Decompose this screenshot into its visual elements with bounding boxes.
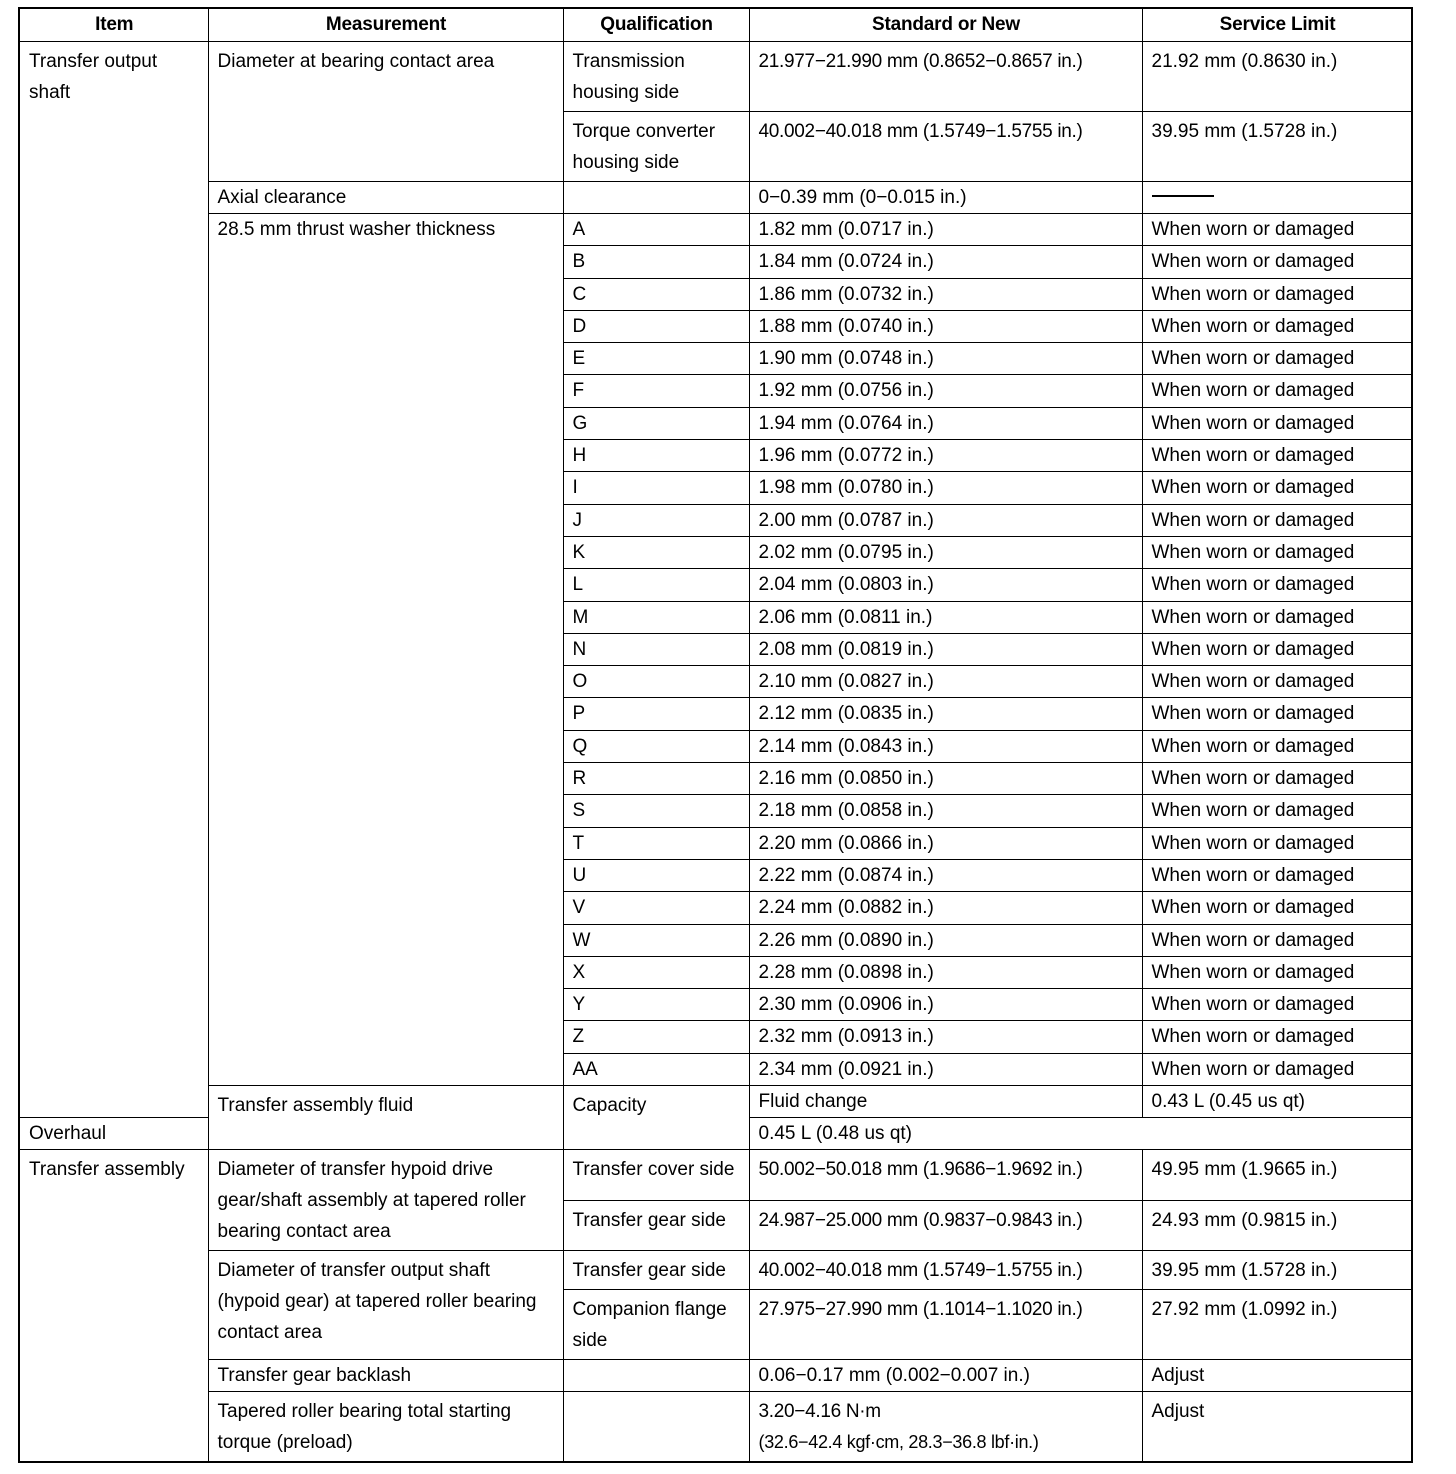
qualification-cell	[563, 182, 749, 214]
measurement-cell: 28.5 mm thrust washer thickness	[208, 214, 563, 1086]
standard-cell: 0.45 L (0.48 us qt)	[749, 1118, 1412, 1150]
standard-cell: 1.96 mm (0.0772 in.)	[749, 440, 1142, 472]
item-cell: Transfer assembly fluid	[208, 1086, 563, 1150]
standard-cell: 1.98 mm (0.0780 in.)	[749, 472, 1142, 504]
limit-cell: When worn or damaged	[1142, 440, 1412, 472]
standard-line-2: (32.6−42.4 kgf·cm, 28.3−36.8 lbf·in.)	[758, 1432, 1039, 1453]
standard-cell: 1.82 mm (0.0717 in.)	[749, 214, 1142, 246]
limit-cell: When worn or damaged	[1142, 892, 1412, 924]
limit-cell: 39.95 mm (1.5728 in.)	[1142, 1251, 1412, 1290]
standard-cell: 2.22 mm (0.0874 in.)	[749, 859, 1142, 891]
grade-cell: W	[563, 924, 749, 956]
limit-cell: When worn or damaged	[1142, 601, 1412, 633]
limit-cell: 39.95 mm (1.5728 in.)	[1142, 112, 1412, 182]
table-row	[19, 1150, 1412, 1201]
qualification-cell: Torque converter housing side	[563, 112, 749, 182]
grade-cell: I	[563, 472, 749, 504]
grade-cell: Z	[563, 1021, 749, 1053]
limit-cell: When worn or damaged	[1142, 989, 1412, 1021]
header-qualification: Qualification	[563, 8, 749, 42]
limit-cell: When worn or damaged	[1142, 246, 1412, 278]
header-standard: Standard or New	[749, 8, 1142, 42]
grade-cell: R	[563, 763, 749, 795]
limit-cell: When worn or damaged	[1142, 1053, 1412, 1085]
limit-cell: When worn or damaged	[1142, 504, 1412, 536]
standard-cell: 0−0.39 mm (0−0.015 in.)	[749, 182, 1142, 214]
qualification-cell: Transmission housing side	[563, 42, 749, 112]
grade-cell: J	[563, 504, 749, 536]
grade-cell: U	[563, 859, 749, 891]
limit-cell: When worn or damaged	[1142, 698, 1412, 730]
standard-cell: 40.002−40.018 mm (1.5749−1.5755 in.)	[749, 1251, 1142, 1290]
standard-cell: 40.002−40.018 mm (1.5749−1.5755 in.)	[749, 112, 1142, 182]
grade-cell: C	[563, 278, 749, 310]
measurement-cell: Diameter at bearing contact area	[208, 42, 563, 182]
limit-cell: When worn or damaged	[1142, 827, 1412, 859]
limit-cell: When worn or damaged	[1142, 666, 1412, 698]
grade-cell: D	[563, 310, 749, 342]
standard-cell: 2.02 mm (0.0795 in.)	[749, 536, 1142, 568]
table-row	[19, 1251, 1412, 1290]
limit-cell: When worn or damaged	[1142, 278, 1412, 310]
standard-cell: 2.30 mm (0.0906 in.)	[749, 989, 1142, 1021]
standard-cell: 1.94 mm (0.0764 in.)	[749, 407, 1142, 439]
standard-cell: 2.14 mm (0.0843 in.)	[749, 730, 1142, 762]
standard-cell: 2.32 mm (0.0913 in.)	[749, 1021, 1142, 1053]
table-row	[19, 1360, 1412, 1392]
standard-cell: 0.06−0.17 mm (0.002−0.007 in.)	[749, 1360, 1142, 1392]
grade-cell: S	[563, 795, 749, 827]
limit-cell: When worn or damaged	[1142, 343, 1412, 375]
measurement-cell: Axial clearance	[208, 182, 563, 214]
grade-cell: AA	[563, 1053, 749, 1085]
limit-cell: Adjust	[1142, 1392, 1412, 1463]
standard-cell: 24.987−25.000 mm (0.9837−0.9843 in.)	[749, 1200, 1142, 1251]
limit-cell: When worn or damaged	[1142, 956, 1412, 988]
limit-cell: When worn or damaged	[1142, 1021, 1412, 1053]
grade-cell: G	[563, 407, 749, 439]
limit-cell: When worn or damaged	[1142, 472, 1412, 504]
standard-cell: 1.86 mm (0.0732 in.)	[749, 278, 1142, 310]
standard-cell: 1.84 mm (0.0724 in.)	[749, 246, 1142, 278]
grade-cell: X	[563, 956, 749, 988]
table-row	[19, 1392, 1412, 1463]
limit-cell: When worn or damaged	[1142, 536, 1412, 568]
header-service-limit: Service Limit	[1142, 8, 1412, 42]
standard-cell: 2.24 mm (0.0882 in.)	[749, 892, 1142, 924]
standard-cell: 2.18 mm (0.0858 in.)	[749, 795, 1142, 827]
item-cell: Transfer output shaft	[19, 42, 208, 1118]
grade-cell: B	[563, 246, 749, 278]
grade-cell: K	[563, 536, 749, 568]
standard-cell: 2.28 mm (0.0898 in.)	[749, 956, 1142, 988]
item-cell: Transfer assembly	[19, 1150, 208, 1463]
standard-cell: 2.16 mm (0.0850 in.)	[749, 763, 1142, 795]
limit-cell: When worn or damaged	[1142, 214, 1412, 246]
standard-cell: 2.00 mm (0.0787 in.)	[749, 504, 1142, 536]
table-row	[19, 182, 1412, 214]
measurement-cell: Tapered roller bearing total starting torque (preload)	[208, 1392, 563, 1463]
grade-cell: M	[563, 601, 749, 633]
measurement-cell: Transfer gear backlash	[208, 1360, 563, 1392]
limit-cell: 49.95 mm (1.9665 in.)	[1142, 1150, 1412, 1201]
measurement-cell: Diameter of transfer hypoid drive gear/shaft assembly at tapered roller bearing contact area	[208, 1150, 563, 1251]
limit-cell: When worn or damaged	[1142, 763, 1412, 795]
qualification-cell: Transfer gear side	[563, 1200, 749, 1251]
table-body	[19, 42, 1412, 1463]
standard-cell	[749, 1392, 1142, 1463]
limit-cell: Adjust	[1142, 1360, 1412, 1392]
measurement-cell: Capacity	[563, 1086, 749, 1150]
standard-cell: 1.90 mm (0.0748 in.)	[749, 343, 1142, 375]
limit-cell: When worn or damaged	[1142, 569, 1412, 601]
standard-cell: 2.26 mm (0.0890 in.)	[749, 924, 1142, 956]
header-item: Item	[19, 8, 208, 42]
qualification-cell: Transfer gear side	[563, 1251, 749, 1290]
table-row	[19, 1086, 1412, 1118]
grade-cell: A	[563, 214, 749, 246]
header-row	[19, 8, 1412, 42]
standard-cell: 1.88 mm (0.0740 in.)	[749, 310, 1142, 342]
standard-cell: 1.92 mm (0.0756 in.)	[749, 375, 1142, 407]
grade-cell: Y	[563, 989, 749, 1021]
grade-cell: P	[563, 698, 749, 730]
standard-cell: 2.34 mm (0.0921 in.)	[749, 1053, 1142, 1085]
measurement-cell: Diameter of transfer output shaft (hypoid gear) at tapered roller bearing contact area	[208, 1251, 563, 1360]
grade-cell: H	[563, 440, 749, 472]
grade-cell: V	[563, 892, 749, 924]
standard-cell: 0.43 L (0.45 us qt)	[1142, 1086, 1412, 1118]
grade-cell: T	[563, 827, 749, 859]
standard-line-1: 3.20−4.16 N·m	[758, 1401, 881, 1423]
qualification-cell	[563, 1360, 749, 1392]
standard-cell: 2.12 mm (0.0835 in.)	[749, 698, 1142, 730]
limit-cell: When worn or damaged	[1142, 633, 1412, 665]
standard-cell: 2.08 mm (0.0819 in.)	[749, 633, 1142, 665]
standard-cell: 50.002−50.018 mm (1.9686−1.9692 in.)	[749, 1150, 1142, 1201]
standard-cell: 2.20 mm (0.0866 in.)	[749, 827, 1142, 859]
limit-cell: When worn or damaged	[1142, 924, 1412, 956]
grade-cell: O	[563, 666, 749, 698]
table-row	[19, 42, 1412, 112]
limit-cell: 24.93 mm (0.9815 in.)	[1142, 1200, 1412, 1251]
grade-cell: F	[563, 375, 749, 407]
qualification-cell: Transfer cover side	[563, 1150, 749, 1201]
dash-placeholder	[1152, 195, 1214, 197]
limit-cell: When worn or damaged	[1142, 859, 1412, 891]
limit-cell: When worn or damaged	[1142, 375, 1412, 407]
limit-cell: When worn or damaged	[1142, 407, 1412, 439]
standard-cell: 2.10 mm (0.0827 in.)	[749, 666, 1142, 698]
standard-cell: 27.975−27.990 mm (1.1014−1.1020 in.)	[749, 1290, 1142, 1360]
grade-cell: N	[563, 633, 749, 665]
qualification-cell: Companion flange side	[563, 1290, 749, 1360]
limit-cell	[1142, 182, 1412, 214]
specification-table	[18, 7, 1413, 1463]
limit-cell: When worn or damaged	[1142, 795, 1412, 827]
grade-cell: L	[563, 569, 749, 601]
qualification-cell	[563, 1392, 749, 1463]
table-row	[19, 214, 1412, 246]
qualification-cell: Fluid change	[749, 1086, 1142, 1118]
limit-cell: 27.92 mm (1.0992 in.)	[1142, 1290, 1412, 1360]
limit-cell: 21.92 mm (0.8630 in.)	[1142, 42, 1412, 112]
standard-cell: 2.06 mm (0.0811 in.)	[749, 601, 1142, 633]
limit-cell: When worn or damaged	[1142, 730, 1412, 762]
standard-cell: 2.04 mm (0.0803 in.)	[749, 569, 1142, 601]
qualification-cell: Overhaul	[19, 1118, 208, 1150]
header-measurement: Measurement	[208, 8, 563, 42]
grade-cell: E	[563, 343, 749, 375]
limit-cell: When worn or damaged	[1142, 310, 1412, 342]
standard-cell: 21.977−21.990 mm (0.8652−0.8657 in.)	[749, 42, 1142, 112]
grade-cell: Q	[563, 730, 749, 762]
